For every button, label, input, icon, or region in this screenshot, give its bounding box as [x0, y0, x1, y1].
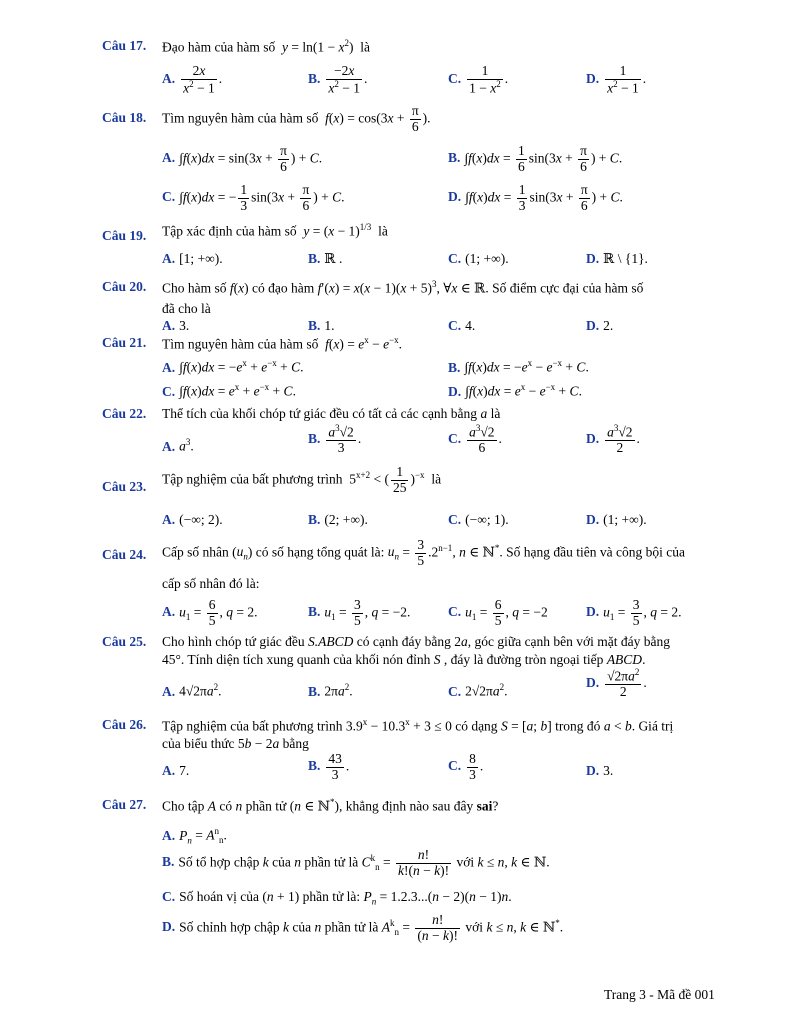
q25-option-d[interactable]: D. $\frac{√2\pi a^2}{2}$ .	[586, 667, 647, 700]
q24-option-a[interactable]: A. $u_1$ = $\frac{6}{5}$ , q = 2.	[162, 597, 258, 628]
q23-stem: Tập nghiệm của bất phương trình $5^{x+2}$ < ( $\frac{1}{25}$ )$^{-x}$ là	[162, 464, 442, 495]
q26-stem: Tập nghiệm của bất phương trình $3.9^x - 10.3^x + 3 \le 0$ có dạng S = [a; b] trong đó a < b. Giá trị	[162, 717, 674, 734]
q21-number: Câu 21.	[102, 335, 147, 350]
q17-option-b[interactable]: B. $\frac{-2x}{x^2 - 1}$ .	[308, 63, 368, 96]
q20-number: Câu 20.	[102, 279, 147, 294]
q24-stem-line2: cấp số nhân đó là:	[162, 576, 260, 591]
q25-option-a[interactable]: A. $4√2\pi a^2$.	[162, 682, 222, 699]
q20-option-c[interactable]: C. 4.	[448, 318, 476, 333]
q20-option-d[interactable]: D. 2.	[586, 318, 614, 333]
q27-stem: Cho tập A có n phần tử (n ∈ ℕ*), khẳng định nào sau đây sai?	[162, 797, 499, 814]
q23-option-a[interactable]: A. (−∞; 2).	[162, 512, 223, 527]
q24-number: Câu 24.	[102, 547, 147, 562]
q24-option-c[interactable]: C. $u_1$ = $\frac{6}{5}$ , q = −2	[448, 597, 548, 628]
q27-option-a[interactable]: A. $P_n = A^n_n$.	[162, 826, 227, 846]
q23-option-d[interactable]: D. (1; +∞).	[586, 512, 647, 527]
q23-option-c[interactable]: C. (−∞; 1).	[448, 512, 509, 527]
q17-option-a[interactable]: A. $\frac{2x}{x^2 - 1}$ .	[162, 63, 223, 96]
q25-stem: Cho hình chóp tứ giác đều S.ABCD có cạnh đáy bằng 2a, góc giữa cạnh bên với mặt đáy bằng	[162, 634, 671, 649]
q22-number: Câu 22.	[102, 406, 147, 421]
q17-option-c[interactable]: C. $\frac{1}{1 - x^2}$ .	[448, 63, 509, 96]
q26-stem-line2: của biểu thức 5b − 2a bằng	[162, 736, 309, 751]
q22-stem: Thể tích của khối chóp tứ giác đều có tất cả các cạnh bằng a là	[162, 406, 501, 421]
q20-stem: Cho hàm số f(x) có đạo hàm $f'(x) = x(x - 1)(x + 5)^3$, ∀x ∈ ℝ. Số điểm cực đại của hàm số	[162, 279, 644, 296]
q19-option-c[interactable]: C. (1; +∞).	[448, 251, 509, 266]
q19-number: Câu 19.	[102, 228, 147, 243]
q21-option-d[interactable]: D. $\int f(x)dx = e^x - e^{-x} + C$.	[448, 382, 582, 399]
q18-option-d[interactable]: D. ∫f(x)dx = $\frac{1}{3}$ sin(3x + $\frac{\pi}{6}$ ) + C.	[448, 182, 623, 213]
page-footer: Trang 3 - Mã đề 001	[604, 987, 715, 1002]
q27-option-b[interactable]: B. Số tổ hợp chập k của n phần tử là $C^k_n$ = $\frac{n!}{k!(n - k)!}$ với k ≤ n, k ∈ ℕ.	[162, 847, 550, 878]
q19-stem: Tập xác định của hàm số $y = (x - 1)^{1/3}$ là	[162, 222, 388, 239]
q24-option-d[interactable]: D. $u_1$ = $\frac{3}{5}$ , q = 2.	[586, 597, 682, 628]
q23-option-b[interactable]: B. (2; +∞).	[308, 512, 368, 527]
q26-option-d[interactable]: D. 3.	[586, 763, 614, 778]
q20-option-b[interactable]: B. 1.	[308, 318, 335, 333]
q25-option-b[interactable]: B. $2\pi a^2$.	[308, 682, 353, 699]
q19-option-d[interactable]: D. ℝ \ {1}.	[586, 251, 648, 266]
q26-option-b[interactable]: B. $\frac{43}{3}$ .	[308, 751, 350, 782]
q18-option-a[interactable]: A. ∫f(x)dx = sin(3x + $\frac{\pi}{6}$ ) + C.	[162, 143, 323, 174]
q27-number: Câu 27.	[102, 797, 147, 812]
q26-option-c[interactable]: C. $\frac{8}{3}$ .	[448, 751, 484, 782]
q24-stem: Cấp số nhân $(u_n)$ có số hạng tổng quát là: $u_n$ = $\frac{3}{5}$ $.2^{n-1}$, n ∈ ℕ*. Số hạng đầu tiên và công bội của	[162, 537, 685, 568]
q21-option-a[interactable]: A. $\int f(x)dx = -e^x + e^{-x} + C$.	[162, 358, 304, 375]
q22-option-a[interactable]: A. $a^3$.	[162, 437, 194, 454]
q26-option-a[interactable]: A. 7.	[162, 763, 190, 778]
q22-option-c[interactable]: C. $\frac{a^3√2}{6}$ .	[448, 423, 502, 456]
q21-option-b[interactable]: B. $\int f(x)dx = -e^x - e^{-x} + C$.	[448, 358, 589, 375]
q19-option-b[interactable]: B. ℝ .	[308, 251, 343, 266]
q18-option-b[interactable]: B. ∫f(x)dx = $\frac{1}{6}$ sin(3x + $\frac{\pi}{6}$ ) + C.	[448, 143, 623, 174]
q21-stem: Tìm nguyên hàm của hàm số $f(x) = e^x - e^{-x}$.	[162, 335, 403, 352]
q24-option-b[interactable]: B. $u_1$ = $\frac{3}{5}$ , q = −2.	[308, 597, 411, 628]
q18-number: Câu 18.	[102, 110, 147, 125]
q21-option-c[interactable]: C. $\int f(x)dx = e^x + e^{-x} + C$.	[162, 382, 296, 399]
q17-stem: Đạo hàm của hàm số $y = \ln(1 - x^2)$ là	[162, 38, 370, 55]
q27-option-d[interactable]: D. Số chỉnh hợp chập k của n phần tử là $A^k_n$ = $\frac{n!}{(n - k)!}$ với k ≤ n, k ∈ ℕ*.	[162, 912, 564, 943]
q19-option-a[interactable]: A. [1; +∞).	[162, 251, 223, 266]
q17-option-d[interactable]: D. $\frac{1}{x^2 - 1}$ .	[586, 63, 647, 96]
q25-number: Câu 25.	[102, 634, 147, 649]
q22-option-d[interactable]: D. $\frac{a^3√2}{2}$ .	[586, 423, 640, 456]
q20-stem-line2: đã cho là	[162, 301, 211, 316]
q17-number: Câu 17.	[102, 38, 147, 53]
q23-number: Câu 23.	[102, 479, 147, 494]
q25-stem-line2: 45°. Tính diện tích xung quanh của khối nón đỉnh S , đáy là đường tròn ngoại tiếp ABCD.	[162, 652, 646, 667]
q26-number: Câu 26.	[102, 717, 147, 732]
q25-option-c[interactable]: C. $2√2\pi a^2$.	[448, 682, 508, 699]
q18-stem: Tìm nguyên hàm của hàm số f(x) = cos(3x + $\frac{\pi}{6}$ ).	[162, 103, 431, 134]
q20-option-a[interactable]: A. 3.	[162, 318, 190, 333]
q22-option-b[interactable]: B. $\frac{a^3√2}{3}$ .	[308, 423, 362, 456]
q18-option-c[interactable]: C. ∫f(x)dx = − $\frac{1}{3}$ sin(3x + $\frac{\pi}{6}$ ) + C.	[162, 182, 345, 213]
q27-option-c[interactable]: C. Số hoán vị của (n + 1) phần tử là: $P_n = 1.2.3...(n - 2)(n - 1)n$.	[162, 889, 512, 907]
